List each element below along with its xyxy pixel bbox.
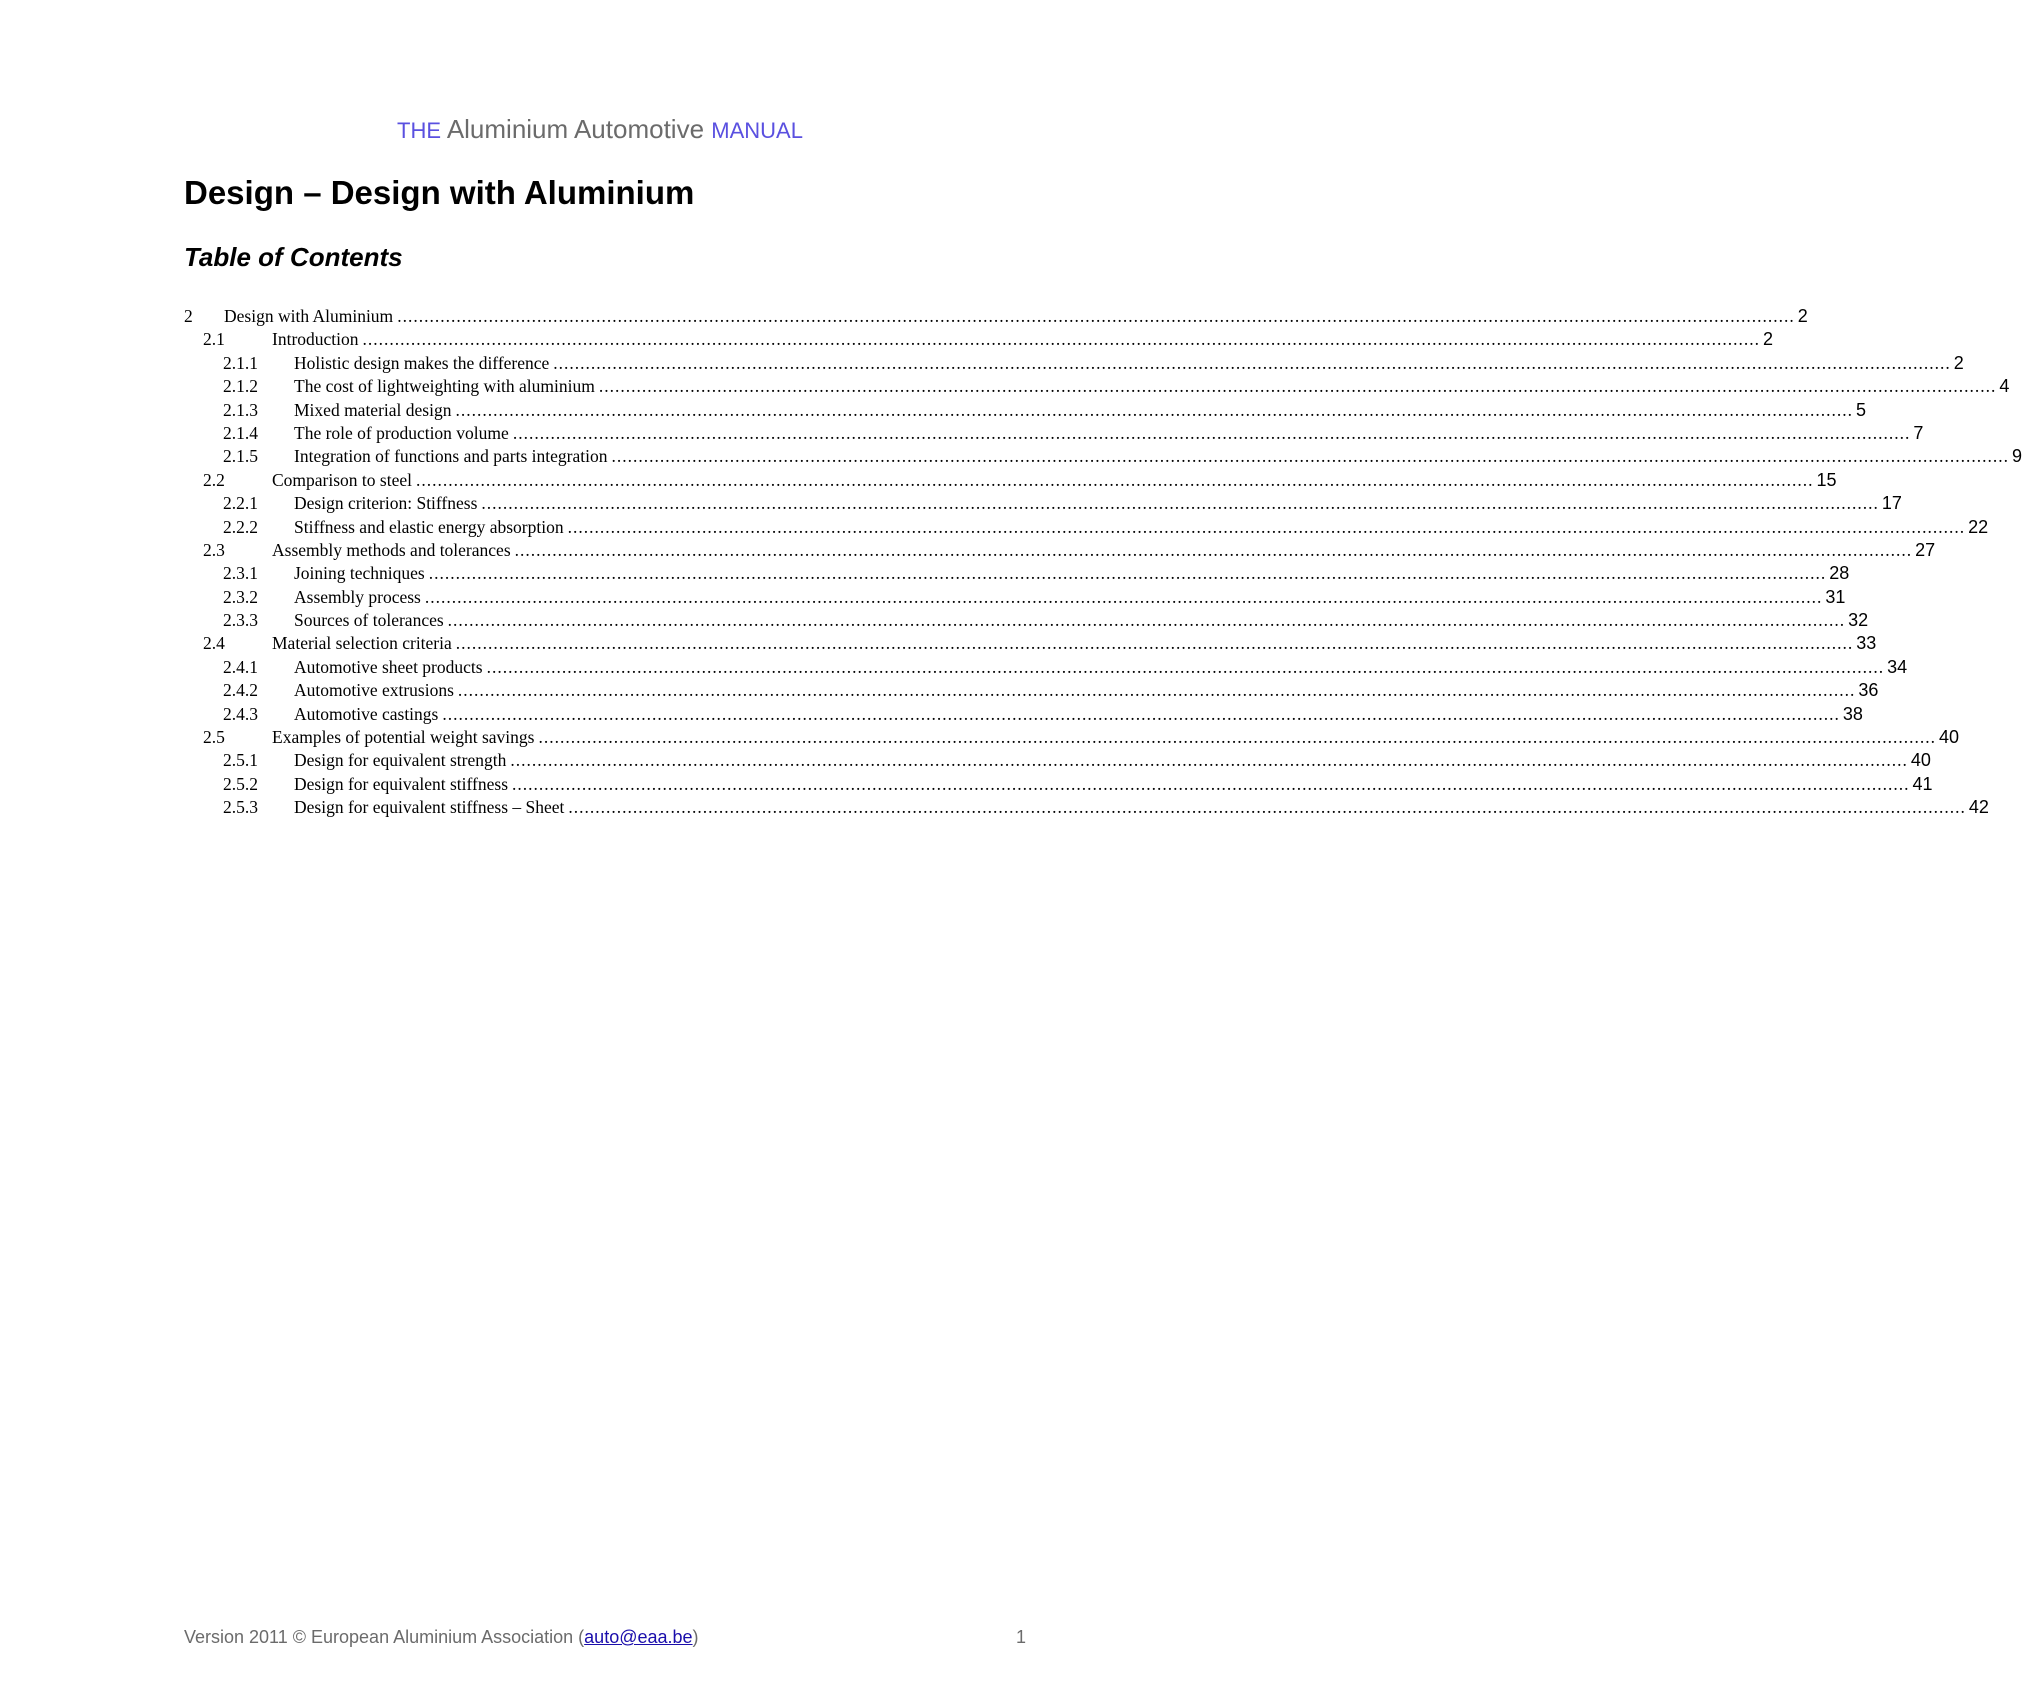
toc-entry[interactable] [0,445,2022,468]
toc-entry-number: 2.5 [203,727,225,748]
toc-dot-leader: .................................................................................................................................................................................................................................................................... [567,516,1966,537]
toc-dot-leader: .................................................................................................................................................................................................................................................................... [538,727,1936,748]
toc-entry-label: Design with Aluminium [224,305,397,328]
toc-dot-leader: .................................................................................................................................................................................................................................................................... [424,586,1823,607]
toc-entry-link[interactable] [272,726,1959,749]
toc-entry-label: Automotive extrusions [294,679,458,702]
toc-entry-link[interactable] [294,445,2022,468]
toc-entry-page: 9 [2011,446,2022,467]
toc-entry[interactable] [0,469,1837,492]
toc-entry-page: 38 [1842,703,1863,724]
toc-entry-page: 31 [1825,586,1846,607]
toc-entry-label: Design for equivalent stiffness – Sheet [294,796,568,819]
toc-entry[interactable] [0,492,1902,515]
toc-entry[interactable] [0,726,1959,749]
toc-entry-link[interactable] [272,328,1774,351]
toc-dot-leader: .................................................................................................................................................................................................................................................................... [611,446,2009,467]
toc-dot-leader: .................................................................................................................................................................................................................................................................... [415,469,1814,490]
toc-entry-link[interactable] [294,749,1931,772]
toc-entry-label: Design for equivalent stiffness [294,773,512,796]
toc-dot-leader: .................................................................................................................................................................................................................................................................... [362,329,1761,350]
toc-entry-link[interactable] [294,399,1866,422]
toc-entry-page: 40 [1938,727,1959,748]
toc-entry-number: 2.1 [203,329,225,350]
toc-entry[interactable] [0,796,1989,819]
toc-entry-label: Automotive castings [294,703,442,726]
header-prefix: THE [397,118,442,143]
toc-entry-link[interactable] [294,562,1850,585]
toc-entry-link[interactable] [294,352,1964,375]
toc-entry-page: 34 [1887,656,1908,677]
footer-email-link[interactable]: auto@eaa.be [584,1627,693,1647]
toc-entry-number: 2.3 [203,539,225,560]
running-header [0,114,1200,145]
toc-entry-label: Material selection criteria [272,632,456,655]
toc-entry-link[interactable] [272,632,1877,655]
toc-entry-page: 28 [1829,563,1850,584]
toc-dot-leader: .................................................................................................................................................................................................................................................................... [455,399,1853,420]
toc-entry-number: 2 [184,306,193,326]
toc-dot-leader: .................................................................................................................................................................................................................................................................... [457,680,1856,701]
toc-entry-number: 2.2.2 [223,516,258,537]
toc-entry[interactable] [0,516,1989,539]
toc-entry-label: Stiffness and elastic energy absorption [294,516,568,539]
toc-dot-leader: .................................................................................................................................................................................................................................................................... [568,797,1966,818]
toc-entry-number: 2.4 [203,633,225,654]
toc-entry[interactable] [0,586,1846,609]
toc-entry-page: 27 [1915,539,1936,560]
toc-entry-number: 2.5.2 [223,773,258,794]
toc-entry-page: 22 [1968,516,1989,537]
toc-entry-page: 17 [1881,493,1902,514]
toc-entry-label: Examples of potential weight savings [272,726,538,749]
toc-dot-leader: .................................................................................................................................................................................................................................................................... [442,703,1840,724]
toc-entry-label: Mixed material design [294,399,455,422]
toc-entry-link[interactable] [294,422,1924,445]
toc-entry-number: 2.1.5 [223,446,258,467]
toc-entry-number: 2.4.3 [223,703,258,724]
footer-suffix: ) [692,1627,699,1647]
toc-entry-number: 2.2 [203,469,225,490]
toc-entry-link[interactable] [294,516,1989,539]
toc-entry-number: 2.3.3 [223,610,258,631]
toc-entry[interactable] [0,328,1774,351]
toc-entry[interactable] [0,562,1850,585]
toc-entry-number: 2.1.4 [223,422,258,443]
toc-entry-label: Sources of tolerances [294,609,448,632]
toc-entry-number: 2.2.1 [223,493,258,514]
toc-entry[interactable] [0,773,1933,796]
toc-entry[interactable] [0,749,1931,772]
toc-entry-link[interactable] [294,656,1908,679]
toc-dot-leader: .................................................................................................................................................................................................................................................................... [428,563,1827,584]
toc-entry-number: 2.1.3 [223,399,258,420]
toc-entry-label: The cost of lightweighting with aluminium [294,375,599,398]
toc-entry-label: Holistic design makes the difference [294,352,553,375]
toc-entry[interactable] [0,679,1879,702]
toc-entry-link[interactable] [294,679,1879,702]
toc-entry[interactable] [0,352,1964,375]
toc-entry-link[interactable] [294,375,2010,398]
toc-entry-number: 2.1.2 [223,376,258,397]
toc-entry-page: 36 [1858,680,1879,701]
toc-entry-number: 2.3.2 [223,586,258,607]
toc-entry-number: 2.5.3 [223,797,258,818]
table-of-contents [0,305,2022,820]
toc-entry-page: 40 [1910,750,1931,771]
toc-entry-label: Design for equivalent strength [294,749,510,772]
toc-entry-number: 2.4.2 [223,680,258,701]
toc-entry-page: 15 [1816,469,1837,490]
toc-dot-leader: .................................................................................................................................................................................................................................................................... [553,352,1951,373]
toc-dot-leader: .................................................................................................................................................................................................................................................................... [481,493,1879,514]
toc-entry-link[interactable] [294,609,1869,632]
toc-dot-leader: .................................................................................................................................................................................................................................................................... [455,633,1854,654]
toc-entry-label: Integration of functions and parts integration [294,445,611,468]
toc-entry-number: 2.4.1 [223,656,258,677]
toc-entry-link[interactable] [294,703,1863,726]
toc-dot-leader: .................................................................................................................................................................................................................................................................... [512,422,1911,443]
toc-entry-page: 4 [1999,376,2010,397]
toc-dot-leader: .................................................................................................................................................................................................................................................................... [486,656,1885,677]
toc-entry-page: 33 [1856,633,1877,654]
page-footer [184,1627,1026,1648]
toc-entry[interactable] [0,656,1908,679]
toc-entry-link[interactable] [294,773,1933,796]
toc-entry-label: Comparison to steel [272,469,416,492]
header-suffix: MANUAL [711,118,803,143]
toc-entry[interactable] [0,632,1877,655]
toc-entry-link[interactable] [224,305,1808,328]
toc-entry[interactable] [0,305,1808,328]
document-title: Design – Design with Aluminium [184,174,695,211]
toc-entry-link[interactable] [294,796,1989,819]
toc-entry[interactable] [0,539,1936,562]
toc-entry-label: Introduction [272,328,363,351]
toc-entry-page: 7 [1913,422,1924,443]
toc-dot-leader: .................................................................................................................................................................................................................................................................... [512,773,1910,794]
toc-entry-number: 2.3.1 [223,563,258,584]
toc-entry-number: 2.5.1 [223,750,258,771]
toc-entry[interactable] [0,422,1924,445]
toc-entry-label: Joining techniques [294,562,429,585]
toc-entry[interactable] [0,399,1866,422]
toc-dot-leader: .................................................................................................................................................................................................................................................................... [514,539,1913,560]
toc-entry-link[interactable] [272,469,1837,492]
toc-entry-label: Automotive sheet products [294,656,487,679]
toc-entry[interactable] [0,375,2010,398]
toc-entry-label: The role of production volume [294,422,513,445]
toc-entry-label: Assembly methods and tolerances [272,539,515,562]
toc-dot-leader: .................................................................................................................................................................................................................................................................... [397,306,1795,326]
toc-entry-link[interactable] [272,539,1936,562]
toc-entry-number: 2.1.1 [223,352,258,373]
toc-dot-leader: .................................................................................................................................................................................................................................................................... [447,610,1846,631]
toc-dot-leader: .................................................................................................................................................................................................................................................................... [598,376,1997,397]
footer-version-text: Version 2011 © European Aluminium Association ( [184,1627,585,1647]
header-title: Aluminium Automotive [446,114,705,144]
toc-entry-label: Design criterion: Stiffness [294,492,481,515]
toc-entry[interactable] [0,703,1863,726]
toc-entry-page: 2 [1763,329,1774,350]
toc-entry-page: 5 [1855,399,1866,420]
toc-entry-link[interactable] [294,492,1902,515]
toc-entry-page: 42 [1968,797,1989,818]
toc-entry-link[interactable] [294,586,1846,609]
toc-entry-page: 32 [1848,610,1869,631]
toc-entry-label: Assembly process [294,586,425,609]
toc-heading: Table of Contents [184,242,403,272]
toc-dot-leader: .................................................................................................................................................................................................................................................................... [510,750,1908,771]
page-number: 1 [1015,1627,1026,1647]
toc-entry-page: 2 [1953,352,1964,373]
toc-entry-page: 2 [1797,306,1808,326]
toc-entry[interactable] [0,609,1869,632]
toc-entry-page: 41 [1912,773,1933,794]
